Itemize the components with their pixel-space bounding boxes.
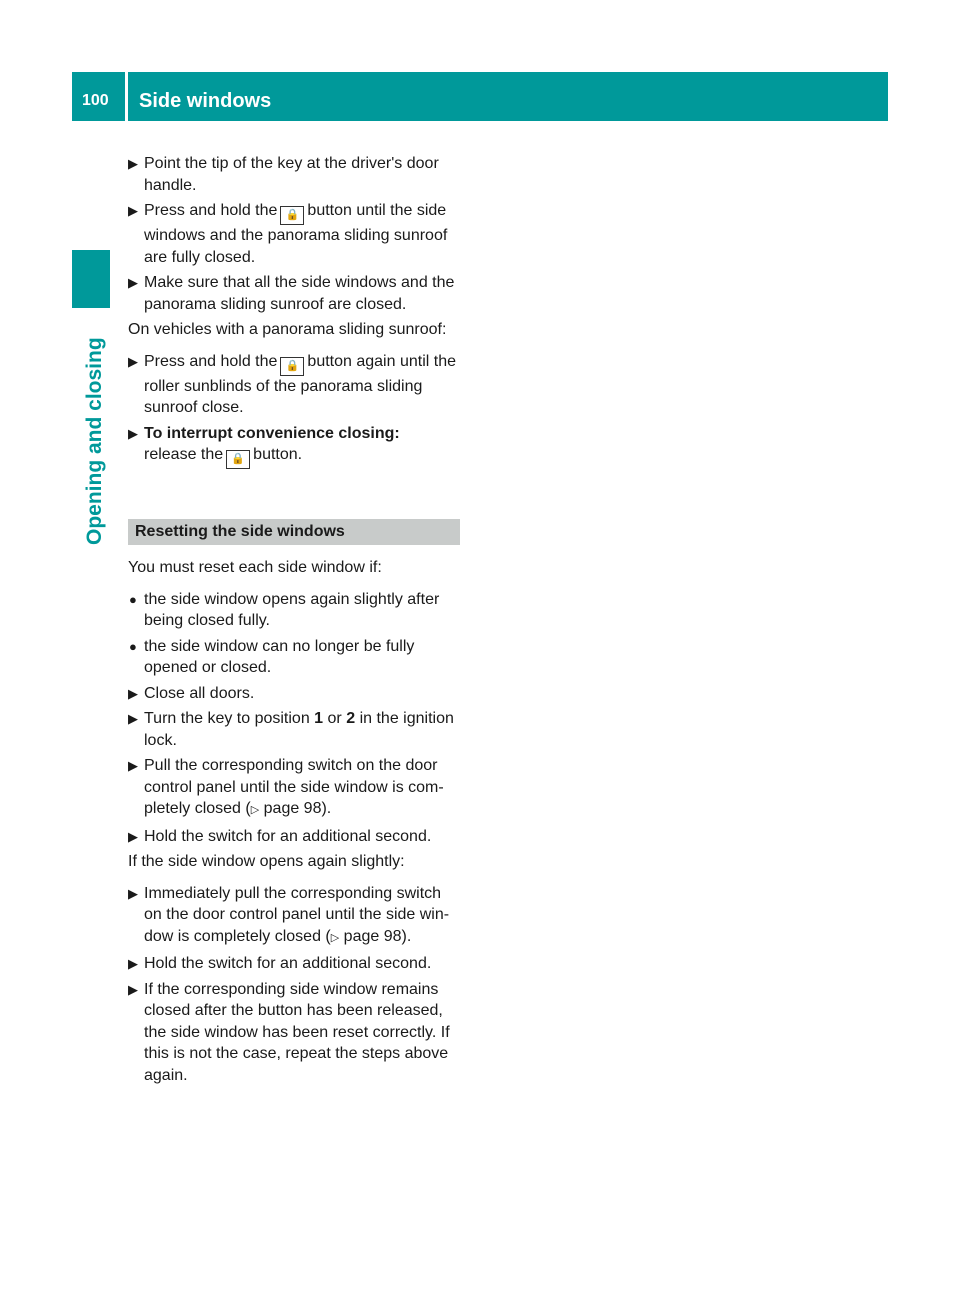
section-heading: Resetting the side windows	[128, 519, 460, 545]
step-arrow-icon: ▶	[128, 711, 138, 726]
step-arrow-icon: ▶	[128, 981, 138, 997]
step: ▶ Immediately pull the corresponding switch on the door control panel until the side win- dow is completely closed (▷ page 98).	[128, 884, 450, 945]
content-column	[128, 153, 460, 1090]
step: ▶ If the corresponding side window remains closed after the button has been released, the side window has been reset correctly. If this is not the case, repeat the steps above again.	[128, 980, 450, 1084]
step: ▶ Close all doors.	[128, 683, 460, 705]
step: ▶ Press and hold the 🔒 button again until the roller sunblinds of the panorama sliding sunroof close.	[128, 352, 456, 416]
step: ▶ Hold the switch for an additional second.	[128, 826, 460, 848]
step: ▶ Turn the key to position 1 or 2 in the ignition lock.	[128, 710, 454, 749]
step: ▶ Press and hold the 🔒 button until the side windows and the panorama sliding sunroof are fully closed.	[128, 202, 448, 266]
bullet-icon: ●	[129, 638, 137, 654]
step-arrow-icon: ▶	[128, 156, 138, 171]
lock-icon: 🔒	[280, 206, 304, 225]
page-ref-link[interactable]: page 98).	[343, 927, 412, 945]
paragraph: On vehicles with a panorama sliding sunroof:	[128, 321, 447, 338]
lock-icon: 🔒	[226, 450, 250, 469]
step-arrow-icon: ▶	[128, 956, 138, 971]
page-ref-triangle-icon: ▷	[250, 804, 260, 816]
step-arrow-icon: ▶	[128, 685, 138, 701]
bullet-item: ● the side window opens again slightly after being closed fully.	[129, 590, 440, 629]
step: ▶ To interrupt convenience closing: release the 🔒 button.	[128, 423, 460, 470]
page-number: 100	[82, 92, 109, 109]
header-divider	[125, 72, 128, 121]
paragraph: You must reset each side window if:	[128, 559, 382, 576]
step-arrow-icon: ▶	[128, 353, 138, 369]
page-header	[72, 72, 888, 121]
side-tab-block	[72, 250, 110, 308]
step-arrow-icon: ▶	[128, 758, 138, 773]
section-header-title: Side windows	[139, 90, 272, 112]
bullet-icon: ●	[129, 591, 137, 607]
page-ref-link[interactable]: page 98).	[263, 800, 332, 817]
lock-icon: 🔒	[280, 357, 304, 376]
step: ▶ Point the tip of the key at the driver's door handle.	[128, 155, 439, 194]
side-tab-label: Opening and closing	[83, 337, 106, 545]
step: ▶ Pull the corresponding switch on the door control panel until the side window is com- pletely closed (▷ page 98).	[128, 757, 444, 817]
page-ref-triangle-icon: ▷	[330, 931, 340, 944]
step-arrow-icon: ▶	[128, 203, 138, 218]
step-arrow-icon: ▶	[128, 275, 138, 290]
step: ▶ Hold the switch for an additional second.	[128, 953, 460, 975]
step-arrow-icon: ▶	[128, 885, 138, 901]
step: ▶ Make sure that all the side windows and the panorama sliding sunroof are closed.	[128, 274, 455, 313]
step-arrow-icon: ▶	[128, 425, 138, 441]
bullet-item: ● the side window can no longer be fully opened or closed.	[129, 637, 415, 676]
paragraph: If the side window opens again slightly:	[128, 853, 405, 870]
step-arrow-icon: ▶	[128, 828, 138, 844]
